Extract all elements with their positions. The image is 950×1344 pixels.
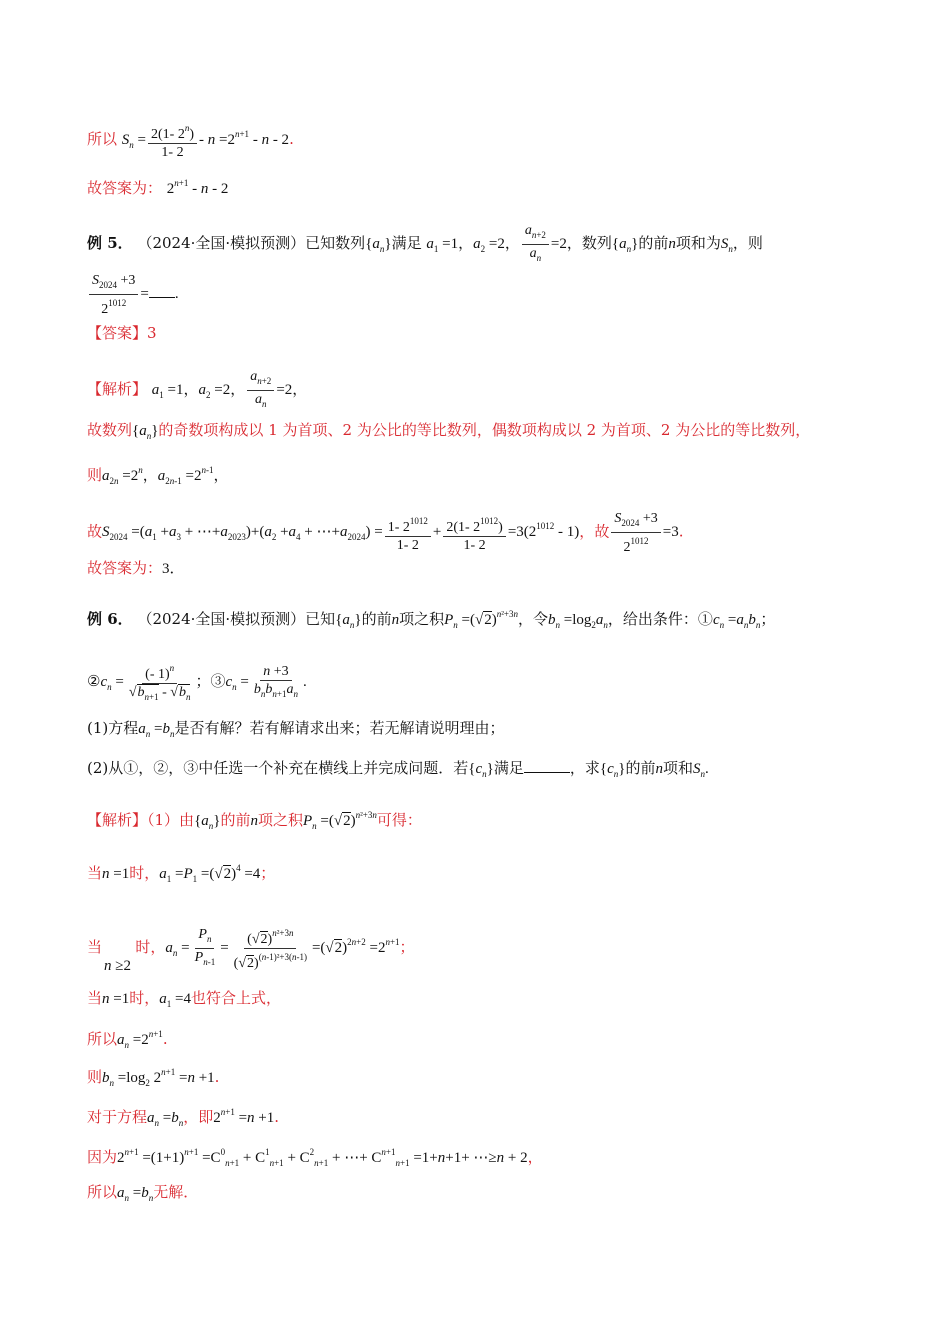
example5-question: $\frac{S_{2024} +3}{2^{1012}}$ = . xyxy=(87,272,179,318)
example5-analysis-line3: 则$a_{2n} =2^n$，$a_{2n-1} =2^{n-1}$， xyxy=(87,465,229,486)
text: ，即 xyxy=(183,1108,214,1126)
text: 当 xyxy=(87,937,103,956)
step-1: 当n =1时，$a_1 =P_1 =(√2)^4 =4$； xyxy=(87,863,276,884)
text: ，令 xyxy=(518,610,549,628)
answer-value: 3 xyxy=(147,324,157,342)
example5-analysis-line4: 故$S_{2024} =(a_1 +a_3$ + $\cdots+a_{2023})+(a_2 +a_4$ + $\cdots+a_{2024}$) = $\frac{1- 2^{1012}}{1- 2}$ + $\frac{2(1- 2^{1012})}{1- 2}$ $=3(2^{1012} - 1)$，故 $\frac{S_{2024} +3}{2^{1012}}$ =3. xyxy=(87,511,684,555)
step-8: 所以$a_n =b_n$无解． xyxy=(87,1183,199,1203)
prev-solution-line: 所以 $S_n$ = $\frac{2(1- 2^n)}{1- 2}$ - $n =2^{n+1} - n - 2$. xyxy=(87,120,294,161)
text: 项之积 xyxy=(257,811,303,829)
text: 当 xyxy=(87,989,103,1007)
prev-answer-line xyxy=(87,173,228,199)
example5-source: （2024·全国·模拟预测） xyxy=(137,233,306,252)
text: (1)方程 xyxy=(87,719,139,737)
text: 则 xyxy=(87,466,103,484)
answer-blank xyxy=(149,283,175,298)
text-answer-prefix: 故答案为： xyxy=(87,179,163,197)
text: 项之积 xyxy=(399,610,445,628)
example6-analysis-intro: 【解析】（1）由$\{a_n\}$的前n项之积$P_n =(√2)^{n^2+3n}$可得： xyxy=(87,810,422,831)
text: ，则 xyxy=(732,233,763,252)
step-5: 则$b_n =\log_2$ $2^{n+1} =n +1$. xyxy=(87,1067,220,1088)
example5-analysis-given: 【解析】 $a_1 =1$，$a_2 =2$， $\frac{a_{n+2}}{a_n}$ =2， xyxy=(87,369,308,409)
answer-tag: 【答案】 xyxy=(87,324,148,342)
example6-q2: (2)从①，②，③中任选一个补充在横线上并完成问题．若$\{c_n\}$满足 ，求$\{c_n\}$的前n项和$S_n$. xyxy=(87,759,709,779)
text: 故答案为： xyxy=(87,559,163,577)
text: (2)从①，②，③中任选一个补充在横线上并完成问题．若 xyxy=(87,759,469,777)
text: 时， xyxy=(129,864,160,882)
text: 是否有解？若有解请求出来；若无解请说明理由； xyxy=(174,719,505,737)
text: 故 xyxy=(594,522,610,541)
final-value: 3． xyxy=(162,561,185,577)
text: 故 xyxy=(87,522,103,541)
text: 对于方程 xyxy=(87,1108,148,1126)
text: 时， xyxy=(135,937,166,956)
text: 所以 xyxy=(87,1183,118,1201)
text: 数列 xyxy=(581,233,612,252)
text: 项和 xyxy=(662,759,693,777)
example6-conditions: $②c_n$ = $\frac{(- 1)^n}{√b_{n+1} - √b_n}$ ；$③c_n$ = $\frac{n +3}{b_nb_{n+1}a_n}$ . xyxy=(87,660,307,706)
text: 项和为 xyxy=(675,233,721,252)
example5-label: 例 5． xyxy=(87,233,133,252)
text: 也符合上式， xyxy=(190,989,281,1007)
formula-prev-answer: $2^{n+1}$ - n - 2 xyxy=(166,178,229,197)
example5-final xyxy=(87,558,185,579)
text: 所以 xyxy=(87,1030,118,1048)
text: 的前 xyxy=(220,811,251,829)
example5-analysis-line2: 故数列$\{a_n\}$的奇数项构成以 1 为首项、2 为公比的等比数列，偶数项构成以 2 为首项、2 为公比的等比数列， xyxy=(87,421,811,441)
example6-source: （2024·全国·模拟预测） xyxy=(137,610,306,628)
text: ，求 xyxy=(569,759,600,777)
example6-q1: (1)方程$a_n =b_n$是否有解？若有解请求出来；若无解请说明理由； xyxy=(87,719,505,739)
text: ，给出条件：① xyxy=(607,610,713,628)
text: 故数列 xyxy=(87,421,133,439)
text: 的前 xyxy=(361,610,392,628)
text-so: 所以 xyxy=(87,129,118,148)
text: 因为 xyxy=(87,1148,118,1166)
step-4: 所以$a_n =2^{n+1}$. xyxy=(87,1029,168,1050)
text: 已知 xyxy=(305,610,336,628)
example5-stem: 例 5． （2024·全国·模拟预测）已知数列$\{a_n\}$满足 $a_1 =1$，$a_2 =2$， $\frac{a_{n+2}}{a_n}$ =2，数列$\{a_n\}$的前n项和为$S_n$，则 xyxy=(87,223,763,263)
text: 的前 xyxy=(638,233,669,252)
text: 则 xyxy=(87,1068,103,1086)
analysis-tag: 【解析】 xyxy=(87,811,148,829)
text: 已知数列 xyxy=(305,233,366,252)
step-6: 对于方程$a_n =b_n$，即$2^{n+1} =n +1$. xyxy=(87,1107,280,1128)
text: 满足 xyxy=(391,233,422,252)
example6-label: 例 6． xyxy=(87,610,133,628)
step-7: 因为$2^{n+1} =(1+1)^{n+1} =C^0_{n+1} + C^1_{n+1} + C^2_{n+1}$ + ⋯+ $C^{n+1}_{n+1} =1+n+1+$ ⋯≥n + 2， xyxy=(87,1147,543,1168)
text: 可得： xyxy=(376,811,422,829)
text: 时， xyxy=(129,989,160,1007)
text: 的奇数项构成以 1 为首项、2 为公比的等比数列，偶数项构成以 2 为首项、2 为公比的等比数列， xyxy=(158,421,811,439)
step-3: 当n =1时，$a_1 =4$也符合上式， xyxy=(87,989,281,1009)
answer-blank xyxy=(524,758,570,773)
text: 无解． xyxy=(153,1183,199,1201)
example6-stem: 例 6． （2024·全国·模拟预测）已知$\{a_n\}$的前n项之积$P_n =(√2)^{n^2+3n}$，令$b_n =\log_2a_n$，给出条件：$①c_n =a_nb_n$； xyxy=(87,609,776,630)
text: 当 xyxy=(87,864,103,882)
example5-answer xyxy=(87,323,157,343)
step-2-condition: n ≥2 xyxy=(104,958,131,974)
step-2: 当 时，$a_n$ = $\frac{P_n}{P_{n-1}}$ = $\frac{(√2)^{n^2+3n}}{(√2)^{(n-1)^2+3(n-1)}}$ $=(√2)^{2n+2} =2^{n+1}$； xyxy=(87,927,415,971)
text: 的前 xyxy=(625,759,656,777)
text: （1）由 xyxy=(147,811,195,829)
formula-sn: $S_n$ = $\frac{2(1- 2^n)}{1- 2}$ - $n =2^{n+1} - n - 2$ xyxy=(122,132,289,148)
analysis-tag: 【解析】 xyxy=(87,379,148,398)
text: 满足 xyxy=(493,759,524,777)
